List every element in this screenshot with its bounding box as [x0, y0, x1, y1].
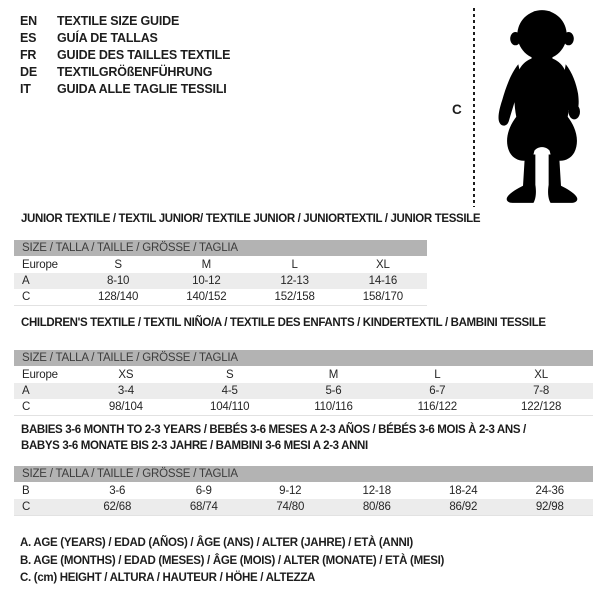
cell: L: [291, 259, 298, 271]
babies-section-title-line2: BABYS 3-6 MONATE BIS 2-3 JAHRE / BAMBINI 3-6 MESI A 2-3 ANNI: [21, 440, 368, 452]
junior-size-table: [14, 240, 427, 306]
cell: 98/104: [108, 401, 143, 413]
babies-size-table: [14, 466, 593, 516]
row-label: B: [22, 485, 30, 497]
cell: 3-4: [117, 385, 134, 397]
junior-size-header: SIZE / TALLA / TAILLE / GRÖSSE / TAGLIA: [14, 240, 427, 257]
cell: 24-36: [535, 485, 564, 497]
cell: 104/110: [210, 401, 250, 413]
footnote-legend: [20, 537, 444, 590]
language-code: ES: [20, 30, 37, 45]
cell: 128/140: [98, 291, 139, 303]
cell: S: [225, 369, 234, 381]
cell: 9-12: [279, 485, 302, 497]
height-measure-label: C: [452, 102, 462, 117]
cell: 12-18: [362, 485, 391, 497]
table-row-europe: [14, 367, 593, 383]
cell: L: [434, 369, 441, 381]
junior-section-title: JUNIOR TEXTILE / TEXTIL JUNIOR/ TEXTILE JUNIOR / JUNIORTEXTIL / JUNIOR TESSILE: [21, 213, 481, 225]
language-row-it: [20, 80, 230, 97]
cell: 6-9: [195, 485, 212, 497]
row-label: Europe: [22, 259, 58, 271]
language-row-de: [20, 63, 230, 80]
cell: 8-10: [107, 275, 130, 287]
language-title: GUIDA ALLE TAGLIE TESSILI: [57, 81, 227, 96]
table-row-age: [14, 383, 593, 399]
language-row-es: [20, 29, 230, 46]
cell: 68/74: [189, 501, 218, 513]
footnote-c: C. (cm) HEIGHT / ALTURA / HAUTEUR / HÖHE / ALTEZZA: [20, 572, 316, 584]
language-code: IT: [20, 81, 31, 96]
cell: 92/98: [535, 501, 564, 513]
footnote-a: A. AGE (YEARS) / EDAD (AÑOS) / ÂGE (ANS) / ALTER (JAHRE) / ETÀ (ANNI): [20, 537, 413, 549]
language-row-fr: [20, 46, 230, 63]
row-label: C: [22, 291, 31, 303]
cell: 86/92: [449, 501, 478, 513]
baby-silhouette-icon: [486, 6, 598, 208]
cell: S: [114, 259, 122, 271]
language-title: GUIDE DES TAILLES TEXTILE: [57, 47, 231, 62]
children-section-title: CHILDREN'S TEXTILE / TEXTIL NIÑO/A / TEXTILE DES ENFANTS / KINDERTEXTIL / BAMBINI TESSILE: [21, 317, 546, 329]
cell: 122/128: [521, 401, 562, 413]
cell: 140/152: [186, 291, 227, 303]
cell: XS: [118, 369, 134, 381]
table-row-height: [14, 399, 593, 415]
table-row-height: [14, 289, 427, 305]
language-title: TEXTILGRÖßENFÜHRUNG: [57, 64, 213, 79]
cell: 80/86: [362, 501, 391, 513]
children-size-table: [14, 350, 593, 416]
row-label: C: [22, 501, 31, 513]
height-measure-dashed-line: [473, 8, 475, 207]
table-row-europe: [14, 257, 427, 273]
cell: 3-6: [109, 485, 126, 497]
language-title-list: [20, 12, 230, 97]
cell: 110/116: [314, 401, 353, 413]
language-code: FR: [20, 47, 37, 62]
table-row-height: [14, 499, 593, 515]
language-row-en: [20, 12, 230, 29]
cell: 152/158: [274, 291, 315, 303]
footnote-b: B. AGE (MONTHS) / EDAD (MESES) / ÂGE (MOIS) / ALTER (MONATE) / ETÀ (MESI): [20, 554, 445, 567]
language-title: GUÍA DE TALLAS: [57, 30, 158, 45]
cell: 116/122: [417, 401, 457, 413]
cell: 10-12: [192, 275, 221, 287]
cell: 158/170: [362, 291, 403, 303]
cell: 74/80: [276, 501, 305, 513]
row-label: C: [22, 401, 31, 413]
cell: 12-13: [280, 275, 309, 287]
row-label: A: [22, 275, 30, 287]
cell: 18-24: [449, 485, 478, 497]
cell: 62/68: [103, 501, 132, 513]
table-row-age: [14, 273, 427, 289]
cell: 7-8: [533, 385, 550, 397]
cell: M: [201, 259, 212, 271]
row-label: Europe: [22, 369, 58, 381]
row-label: A: [22, 385, 30, 397]
cell: 6-7: [429, 385, 446, 397]
cell: XL: [376, 259, 390, 271]
cell: 4-5: [221, 385, 238, 397]
language-title: TEXTILE SIZE GUIDE: [57, 13, 180, 28]
language-code: DE: [20, 64, 37, 79]
babies-size-header: SIZE / TALLA / TAILLE / GRÖSSE / TAGLIA: [14, 466, 593, 483]
cell: XL: [534, 369, 548, 381]
language-code: EN: [20, 13, 37, 28]
table-row-age-months: [14, 483, 593, 499]
babies-section-title-line1: BABIES 3-6 MONTH TO 2-3 YEARS / BEBÉS 3-6 MESES A 2-3 AÑOS / BÉBÉS 3-6 MOIS À 2-3 ANS /: [21, 424, 526, 436]
cell: M: [328, 369, 339, 381]
cell: 14-16: [368, 275, 398, 287]
cell: 5-6: [325, 385, 342, 397]
children-size-header: SIZE / TALLA / TAILLE / GRÖSSE / TAGLIA: [14, 350, 593, 367]
